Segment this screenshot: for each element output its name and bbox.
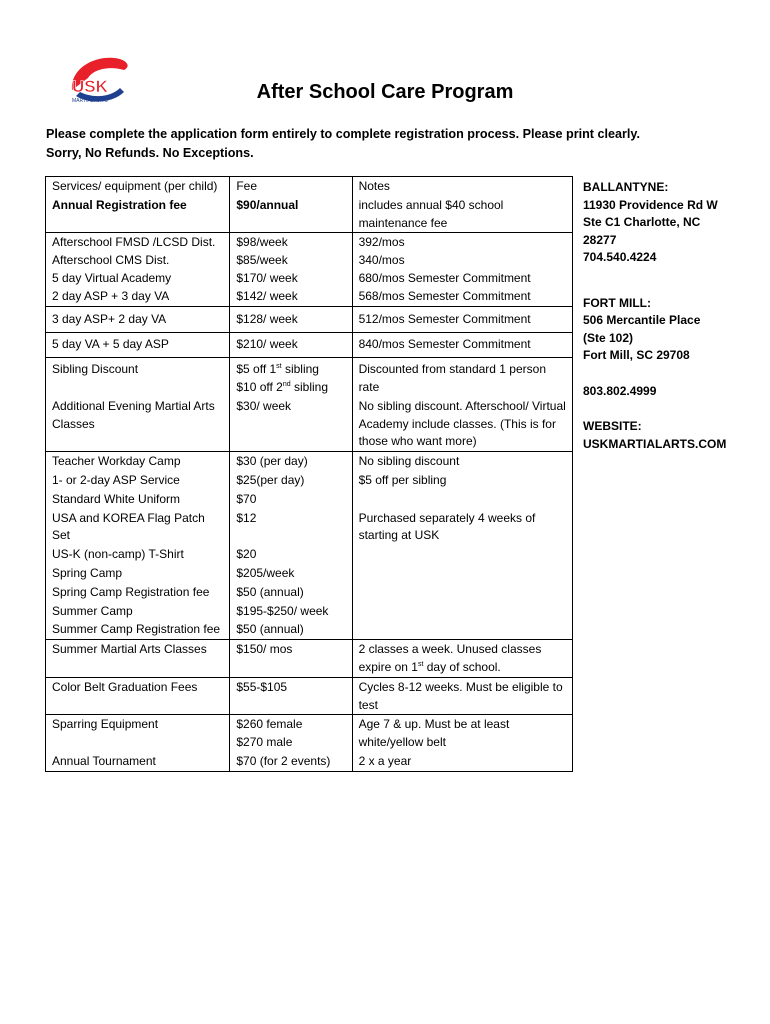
svg-text:USK: USK xyxy=(72,77,108,96)
table-row xyxy=(46,677,573,715)
service-cell: Annual Tournament xyxy=(46,752,230,771)
fee-line: $142/ week xyxy=(236,288,298,303)
svg-text:MARTIAL ARTS: MARTIAL ARTS xyxy=(72,98,108,104)
table-row xyxy=(46,490,573,509)
fee-cell: $150/ mos xyxy=(230,640,352,678)
fee-cell xyxy=(230,358,352,397)
table-row xyxy=(46,306,573,333)
page-title: After School Care Program xyxy=(256,81,514,103)
table-row xyxy=(46,452,573,471)
service-cell: USA and KOREA Flag Patch Set xyxy=(46,509,230,546)
notes-cell xyxy=(352,620,572,639)
notes-cell: Discounted from standard 1 person rate xyxy=(352,358,572,397)
notes-cell xyxy=(352,564,572,583)
service-cell: 1- or 2-day ASP Service xyxy=(46,471,230,490)
website-label: WEBSITE: xyxy=(583,419,642,433)
fee-line: $98/week xyxy=(236,235,288,250)
fee-cell: $30/ week xyxy=(230,397,352,452)
table-row xyxy=(46,583,573,602)
fort-mill-phone: 803.802.4999 xyxy=(583,383,657,398)
fee-cell xyxy=(230,715,352,752)
service-cell: Spring Camp Registration fee xyxy=(46,583,230,602)
service-cell: Summer Camp xyxy=(46,602,230,621)
service-cell: Sparring Equipment xyxy=(46,715,230,752)
website-block xyxy=(583,418,763,453)
notes-cell: No sibling discount. Afterschool/ Virtual Academy include classes. (This is for those who want more) xyxy=(352,397,572,452)
location-name: FORT MILL: xyxy=(583,295,651,310)
table-row xyxy=(46,471,573,490)
locations-panel xyxy=(583,179,763,469)
fee-cell: $30 (per day) xyxy=(230,452,352,471)
location-name: BALLANTYNE: xyxy=(583,180,669,194)
fee-line: $270 male xyxy=(236,735,293,750)
service-cell: Annual Registration fee xyxy=(46,196,230,233)
fee-line: $85/week xyxy=(236,253,288,268)
website-link[interactable]: USKMARTIALARTS.COM xyxy=(583,436,727,451)
fee-cell: $195-$250/ week xyxy=(230,602,352,621)
fee-cell: $70 xyxy=(230,490,352,509)
location-address: 506 Mercantile Place xyxy=(583,313,701,327)
fee-cell: $12 xyxy=(230,509,352,546)
table-row xyxy=(46,545,573,564)
table-row xyxy=(46,509,573,546)
notes-cell: Purchased separately 4 weeks of starting at USK xyxy=(352,509,572,546)
fee-line: $260 female xyxy=(236,717,303,732)
service-line: Afterschool FMSD /LCSD Dist. xyxy=(52,235,216,250)
fee-cell: $25(per day) xyxy=(230,471,352,490)
table-row xyxy=(46,620,573,639)
fee-line: $5 off 1st sibling xyxy=(236,362,319,377)
pricing-table xyxy=(45,176,573,772)
service-cell: US-K (non-camp) T-Shirt xyxy=(46,545,230,564)
fee-cell: $210/ week xyxy=(230,333,352,358)
fee-cell: $20 xyxy=(230,545,352,564)
notes-cell: 512/mos Semester Commitment xyxy=(352,306,572,333)
notes-cell: No sibling discount xyxy=(352,452,572,471)
table-row xyxy=(46,333,573,358)
notes-line: 340/mos xyxy=(358,253,405,268)
location-city: Fort Mill, SC 29708 xyxy=(583,348,690,362)
service-line: Afterschool CMS Dist. xyxy=(52,253,170,268)
intro-line-1: Please complete the application form entirely to complete registration process. Please print clearly. xyxy=(46,127,640,141)
fee-cell: $50 (annual) xyxy=(230,620,352,639)
table-header-row xyxy=(46,177,573,196)
notes-cell: 840/mos Semester Commitment xyxy=(352,333,572,358)
table-row xyxy=(46,233,573,306)
table-row xyxy=(46,397,573,452)
service-cell xyxy=(46,233,230,306)
notes-cell: $5 off per sibling xyxy=(352,471,572,490)
service-cell: Standard White Uniform xyxy=(46,490,230,509)
service-line: 5 day Virtual Academy xyxy=(52,270,172,285)
notes-cell: 2 x a year xyxy=(352,752,572,771)
table-row xyxy=(46,196,573,233)
header-service: Services/ equipment (per child) xyxy=(46,177,230,196)
fee-cell: $90/annual xyxy=(230,196,352,233)
table-row xyxy=(46,358,573,397)
notes-cell: Age 7 & up. Must be at least white/yellow belt xyxy=(352,715,572,752)
table-row xyxy=(46,640,573,678)
service-cell: Additional Evening Martial Arts Classes xyxy=(46,397,230,452)
fee-cell: $70 (for 2 events) xyxy=(230,752,352,771)
notes-cell: includes annual $40 school maintenance fee xyxy=(352,196,572,233)
table-row xyxy=(46,752,573,771)
service-cell: Spring Camp xyxy=(46,564,230,583)
notes-line: 392/mos xyxy=(358,235,405,250)
fee-line: $170/ week xyxy=(236,270,298,285)
service-cell: 3 day ASP+ 2 day VA xyxy=(46,306,230,333)
location-address: (Ste 102) xyxy=(583,330,634,345)
notes-cell: Cycles 8-12 weeks. Must be eligible to test xyxy=(352,677,572,715)
service-cell: Summer Camp Registration fee xyxy=(46,620,230,639)
notes-line: 680/mos Semester Commitment xyxy=(358,270,531,285)
service-cell: Summer Martial Arts Classes xyxy=(46,640,230,678)
ballantyne-location xyxy=(583,179,763,267)
table-row xyxy=(46,602,573,621)
service-cell: Color Belt Graduation Fees xyxy=(46,677,230,715)
notes-cell xyxy=(352,602,572,621)
service-cell: Sibling Discount xyxy=(46,358,230,397)
notes-line: 568/mos Semester Commitment xyxy=(358,288,531,303)
fee-line: $10 off 2nd sibling xyxy=(236,379,328,394)
fee-cell: $50 (annual) xyxy=(230,583,352,602)
intro-text xyxy=(46,125,746,163)
location-phone: 704.540.4224 xyxy=(583,250,657,264)
service-cell: 5 day VA + 5 day ASP xyxy=(46,333,230,358)
notes-cell xyxy=(352,545,572,564)
location-address: 11930 Providence Rd W xyxy=(583,197,718,212)
table-row xyxy=(46,564,573,583)
fort-mill-location xyxy=(583,295,763,365)
header-notes: Notes xyxy=(352,177,572,196)
notes-cell xyxy=(352,583,572,602)
notes-cell: 2 classes a week. Unused classes expire on 1st day of school. xyxy=(352,640,572,678)
location-zip: 28277 xyxy=(583,232,617,247)
fee-cell: $128/ week xyxy=(230,306,352,333)
intro-line-2: Sorry, No Refunds. No Exceptions. xyxy=(46,146,254,160)
fee-cell: $55-$105 xyxy=(230,677,352,715)
service-cell: Teacher Workday Camp xyxy=(46,452,230,471)
header-fee: Fee xyxy=(230,177,352,196)
fee-cell: $205/week xyxy=(230,564,352,583)
location-address: Ste C1 Charlotte, NC xyxy=(583,215,701,229)
table-row xyxy=(46,715,573,752)
notes-cell xyxy=(352,233,572,306)
notes-cell xyxy=(352,490,572,509)
service-line: 2 day ASP + 3 day VA xyxy=(52,288,170,303)
fee-cell xyxy=(230,233,352,306)
